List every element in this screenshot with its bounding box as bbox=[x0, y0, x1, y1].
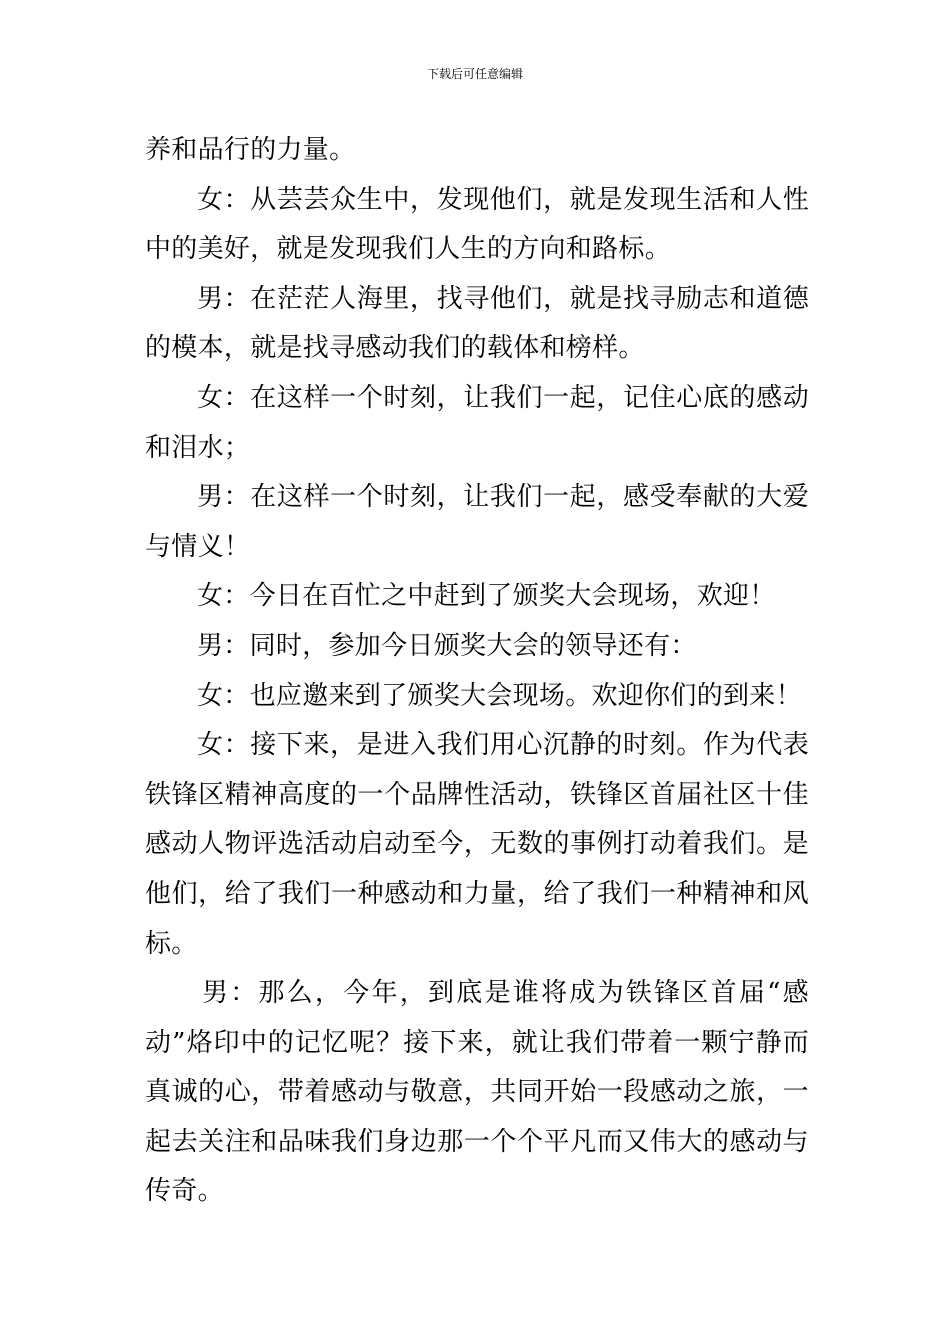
dialogue-paragraph: 男：在茫茫人海里，找寻他们，就是找寻励志和道德的模本，就是找寻感动我们的载体和榜样。 bbox=[145, 283, 809, 364]
dialogue-paragraph: 女：在这样一个时刻，让我们一起，记住心底的感动和泪水； bbox=[145, 382, 809, 463]
dialogue-paragraph: 男：那么，今年，到底是谁将成为铁锋区首届“感动”烙印中的记忆呢？接下来，就让我们带着一颗宁静而真诚的心，带着感动与敬意，共同开始一段感动之旅，一起去关注和品味我们身边那一个个平凡而又伟大的感动与传奇。 bbox=[145, 978, 809, 1207]
dialogue-paragraph: 女：也应邀来到了颁奖大会现场。欢迎你们的到来！ bbox=[197, 680, 802, 711]
document-body bbox=[145, 126, 809, 1217]
page-header: 下载后可任意编辑 bbox=[426, 67, 523, 81]
dialogue-paragraph: 女：今日在百忙之中赶到了颁奖大会现场，欢迎！ bbox=[197, 581, 776, 612]
paragraph-continuation: 养和品行的力量。 bbox=[145, 135, 356, 165]
dialogue-paragraph: 男：同时，参加今日颁奖大会的领导还有： bbox=[197, 630, 697, 661]
dialogue-paragraph: 女：从芸芸众生中，发现他们，就是发现生活和人性中的美好，就是发现我们人生的方向和路标。 bbox=[145, 184, 809, 265]
dialogue-paragraph: 男：在这样一个时刻，让我们一起，感受奉献的大爱与情义！ bbox=[145, 482, 809, 562]
dialogue-paragraph: 女：接下来，是进入我们用心沉静的时刻。作为代表铁锋区精神高度的一个品牌性活动，铁锋区首届社区十佳感动人物评选活动启动至今，无数的事例打动着我们。是他们，给了我们一种感动和力量，给了我们一种精神和风标。 bbox=[145, 730, 809, 959]
